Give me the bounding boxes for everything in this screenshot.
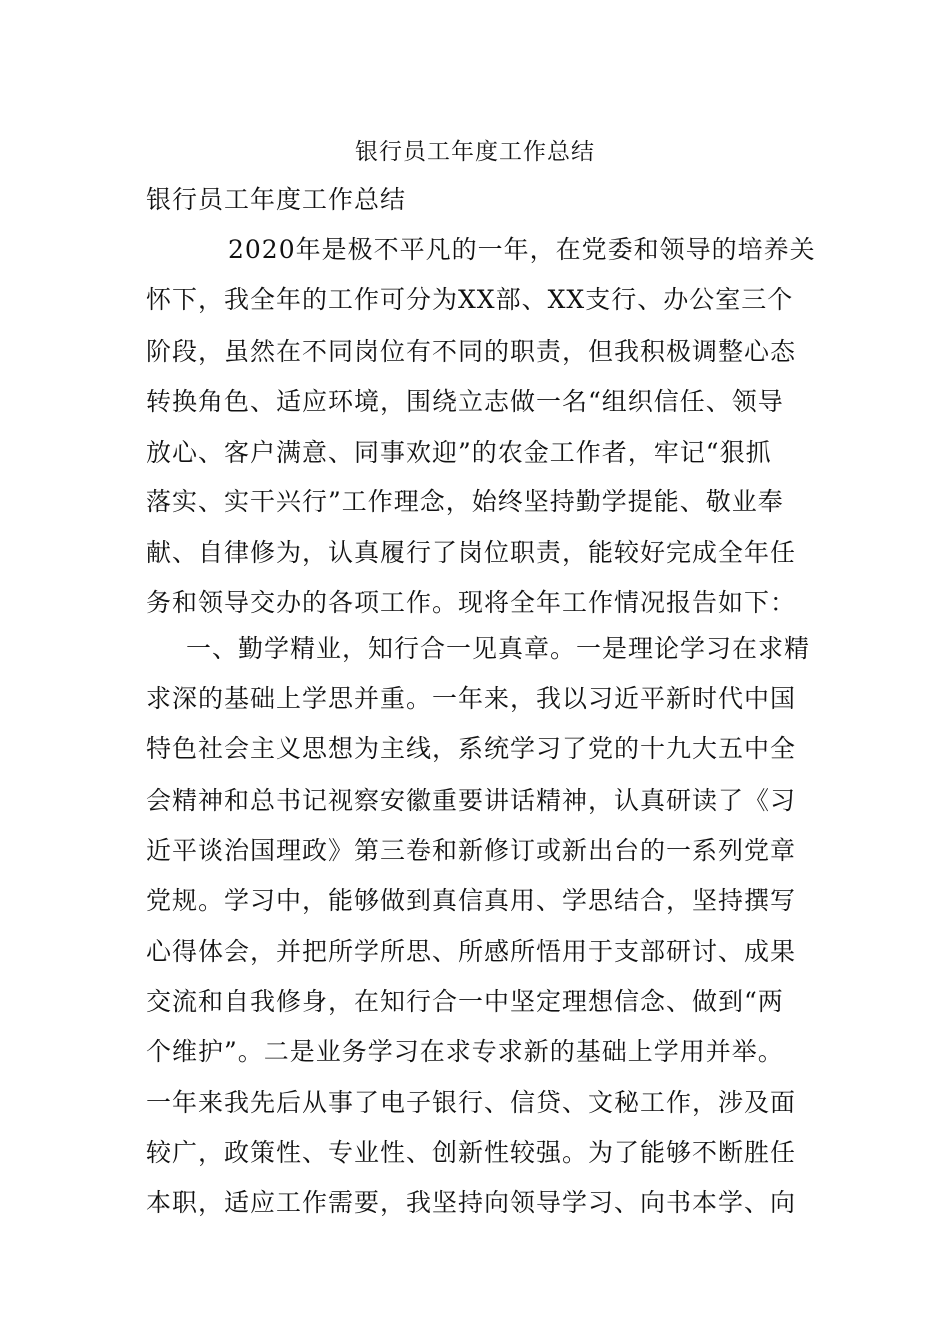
subtitle-line: 银行员工年度工作总结 (146, 185, 407, 214)
paragraph-line: 怀下，我全年的工作可分为XX部、XX支行、办公室三个 (146, 285, 794, 314)
paragraph-line: 求深的基础上学思并重。一年来，我以习近平新时代中国 (146, 684, 797, 713)
paragraph-line: 献、自律修为，认真履行了岗位职责，能较好完成全年任 (146, 538, 797, 567)
paragraph-line: 阶段，虽然在不同岗位有不同的职责，但我积极调整心态 (146, 337, 797, 366)
paragraph-line: 个维护”。二是业务学习在求专求新的基础上学用并举。 (146, 1037, 784, 1066)
paragraph-line: 转换角色、适应环境，围绕立志做一名“组织信任、领导 (146, 387, 784, 416)
paragraph-line: 交流和自我修身，在知行合一中坚定理想信念、做到“两 (146, 987, 784, 1016)
paragraph-line: 一年来我先后从事了电子银行、信贷、文秘工作，涉及面 (146, 1088, 797, 1117)
paragraph-line: 近平谈治国理政》第三卷和新修订或新出台的一系列党章 (146, 836, 797, 865)
paragraph-line: 较广，政策性、专业性、创新性较强。为了能够不断胜任 (146, 1138, 797, 1167)
document-title: 银行员工年度工作总结 (355, 139, 595, 165)
paragraph-line: 党规。学习中，能够做到真信真用、学思结合，坚持撰写 (146, 886, 797, 915)
paragraph-line: 一、勤学精业，知行合一见真章。一是理论学习在求精 (186, 634, 811, 663)
paragraph-line: 2020年是极不平凡的一年，在党委和领导的培养关 (228, 235, 816, 264)
paragraph-line: 心得体会，并把所学所思、所感所悟用于支部研讨、成果 (146, 937, 797, 966)
paragraph-line: 放心、客户满意、同事欢迎”的农金工作者，牢记“狠抓 (146, 438, 772, 467)
paragraph-line: 特色社会主义思想为主线，系统学习了党的十九大五中全 (146, 734, 797, 763)
paragraph-line: 落实、实干兴行”工作理念，始终坚持勤学提能、敬业奉 (146, 487, 784, 516)
paragraph-line: 本职，适应工作需要，我坚持向领导学习、向书本学、向 (146, 1188, 797, 1217)
paragraph-line: 务和领导交办的各项工作。现将全年工作情况报告如下： (146, 588, 797, 617)
paragraph-line: 会精神和总书记视察安徽重要讲话精神，认真研读了《习 (146, 786, 797, 815)
